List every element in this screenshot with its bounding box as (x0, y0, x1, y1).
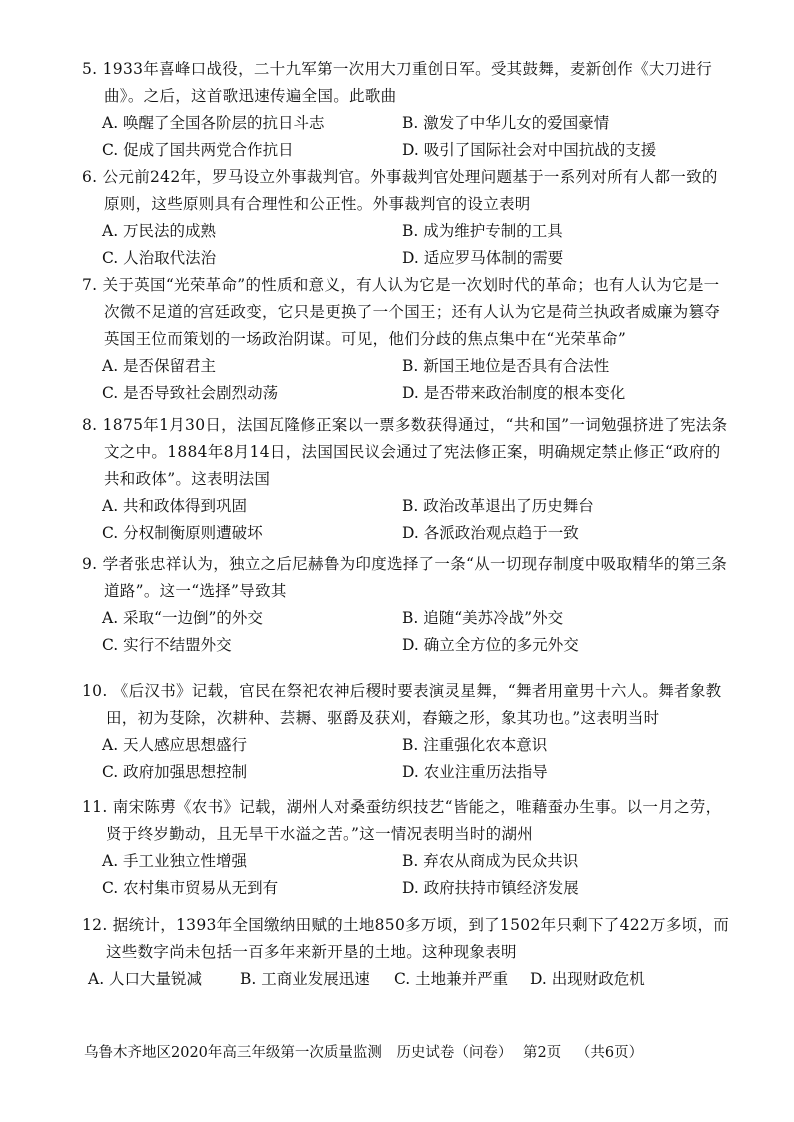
question-stem (82, 164, 732, 218)
option-a[interactable]: A. 人口大量锐减 (88, 970, 203, 988)
option-a[interactable]: A. 唤醒了全国各阶层的抗日斗志 (102, 114, 325, 132)
question-8 (82, 412, 732, 547)
option-b[interactable]: B. 弃农从商成为民众共识 (402, 852, 579, 870)
question-number: 11. (82, 798, 108, 816)
option-row (82, 137, 732, 164)
option-b[interactable]: B. 激发了中华儿女的爱国豪情 (402, 114, 610, 132)
option-d[interactable]: D. 是否带来政治制度的根本变化 (402, 384, 626, 402)
option-c[interactable]: C. 实行不结盟外交 (102, 636, 232, 654)
option-b[interactable]: B. 注重强化农本意识 (402, 736, 548, 754)
option-b[interactable]: B. 政治改革退出了历史舞台 (402, 497, 594, 515)
option-c[interactable]: C. 人治取代法治 (102, 249, 217, 267)
option-row (82, 632, 732, 659)
option-row (82, 759, 732, 786)
option-b[interactable]: B. 追随“美苏冷战”外交 (402, 609, 564, 627)
option-c[interactable]: C. 是否导致社会剧烈动荡 (102, 384, 279, 402)
option-row (82, 493, 732, 520)
option-c[interactable]: C. 促成了国共两党合作抗日 (102, 141, 294, 159)
option-row (82, 605, 732, 632)
option-row (82, 732, 732, 759)
question-number: 9. (82, 555, 98, 573)
question-text: 学者张忠祥认为，独立之后尼赫鲁为印度选择了一条“从一切现存制度中吸取精华的第三条道路”。这一“选择”导致其 (102, 555, 728, 600)
question-stem (82, 272, 732, 353)
question-text: 1933年喜峰口战役，二十九军第一次用大刀重创日军。受其鼓舞，麦新创作《大刀进行曲》。之后，这首歌迅速传遍全国。此歌曲 (102, 60, 713, 105)
question-stem (82, 912, 732, 966)
footer-exam-title: 乌鲁木齐地区2020年高三年级第一次质量监测 历史试卷（问卷） (84, 1045, 513, 1061)
option-c[interactable]: C. 农村集市贸易从无到有 (102, 879, 279, 897)
question-11 (82, 794, 732, 902)
option-d[interactable]: D. 适应罗马体制的需要 (402, 249, 564, 267)
footer-total-pages: （共6页） (575, 1045, 644, 1061)
option-c[interactable]: C. 土地兼并严重 (394, 970, 509, 988)
option-d[interactable]: D. 吸引了国际社会对中国抗战的支援 (402, 141, 657, 159)
option-d[interactable]: D. 政府扶持市镇经济发展 (402, 879, 579, 897)
page-footer (84, 1042, 724, 1064)
option-a[interactable]: A. 手工业独立性增强 (102, 852, 248, 870)
question-text: 《后汉书》记载，官民在祭祀农神后稷时要表演灵星舞，“舞者用童男十六人。舞者象教田，初为芟除，次耕种、芸耨、驱爵及获刈，舂簸之形，象其功也。”这表明当时 (106, 682, 722, 727)
question-number: 10. (82, 682, 108, 700)
question-text: 据统计，1393年全国缴纳田赋的土地850多万顷，到了1502年只剩下了422万多顷，而这些数字尚未包括一百多年来新开垦的土地。这种现象表明 (106, 916, 730, 961)
question-number: 6. (82, 168, 98, 186)
option-d[interactable]: D. 出现财政危机 (530, 970, 645, 988)
question-text: 1875年1月30日，法国瓦隆修正案以一票多数获得通过，“共和国”一词勉强挤进了宪法条文之中。1884年8月14日，法国国民议会通过了宪法修正案，明确规定禁止修正“政府的共和政体”。这表明法国 (102, 416, 728, 488)
option-b[interactable]: B. 工商业发展迅速 (240, 970, 370, 988)
option-a[interactable]: A. 采取“一边倒”的外交 (102, 609, 263, 627)
question-number: 12. (82, 916, 108, 934)
footer-page-number: 第2页 (523, 1045, 562, 1061)
question-text: 南宋陈旉《农书》记载，湖州人对桑蚕纺织技艺“皆能之，唯藉蚕办生事。以一月之劳，贤于终岁勤动，且无旱干水溢之苦。”这一情况表明当时的湖州 (106, 798, 722, 843)
option-d[interactable]: D. 各派政治观点趋于一致 (402, 524, 579, 542)
option-a[interactable]: A. 共和政体得到巩固 (102, 497, 248, 515)
question-number: 8. (82, 416, 98, 434)
question-stem (82, 56, 732, 110)
option-c[interactable]: C. 政府加强思想控制 (102, 763, 248, 781)
option-a[interactable]: A. 是否保留君主 (102, 357, 217, 375)
question-6 (82, 164, 732, 272)
option-row (82, 218, 732, 245)
option-row (82, 380, 732, 407)
option-row (82, 875, 732, 902)
option-d[interactable]: D. 确立全方位的多元外交 (402, 636, 579, 654)
question-stem (82, 412, 732, 493)
option-row (82, 353, 732, 380)
option-a[interactable]: A. 天人感应思想盛行 (102, 736, 248, 754)
option-row (82, 245, 732, 272)
question-12 (82, 912, 732, 993)
question-number: 5. (82, 60, 98, 78)
question-7 (82, 272, 732, 407)
question-stem (82, 551, 732, 605)
question-9 (82, 551, 732, 659)
question-stem (82, 794, 732, 848)
question-text: 关于英国“光荣革命”的性质和意义，有人认为它是一次划时代的革命；也有人认为它是一次微不足道的宫廷政变，它只是更换了一个国王；还有人认为它是荷兰执政者威廉为篡夺英国王位而策划的一场政治阴谋。可见，他们分歧的焦点集中在“光荣革命” (102, 276, 721, 348)
question-5 (82, 56, 732, 164)
question-stem (82, 678, 732, 732)
option-b[interactable]: B. 成为维护专制的工具 (402, 222, 563, 240)
option-row (82, 966, 732, 993)
option-row (82, 110, 732, 137)
question-10 (82, 678, 732, 786)
option-d[interactable]: D. 农业注重历法指导 (402, 763, 548, 781)
option-b[interactable]: B. 新国王地位是否具有合法性 (402, 357, 610, 375)
option-row (82, 520, 732, 547)
option-c[interactable]: C. 分权制衡原则遭破坏 (102, 524, 263, 542)
option-a[interactable]: A. 万民法的成熟 (102, 222, 217, 240)
question-number: 7. (82, 276, 98, 294)
option-row (82, 848, 732, 875)
question-text: 公元前242年，罗马设立外事裁判官。外事裁判官处理问题基于一系列对所有人都一致的原则，这些原则具有合理性和公正性。外事裁判官的设立表明 (102, 168, 718, 213)
